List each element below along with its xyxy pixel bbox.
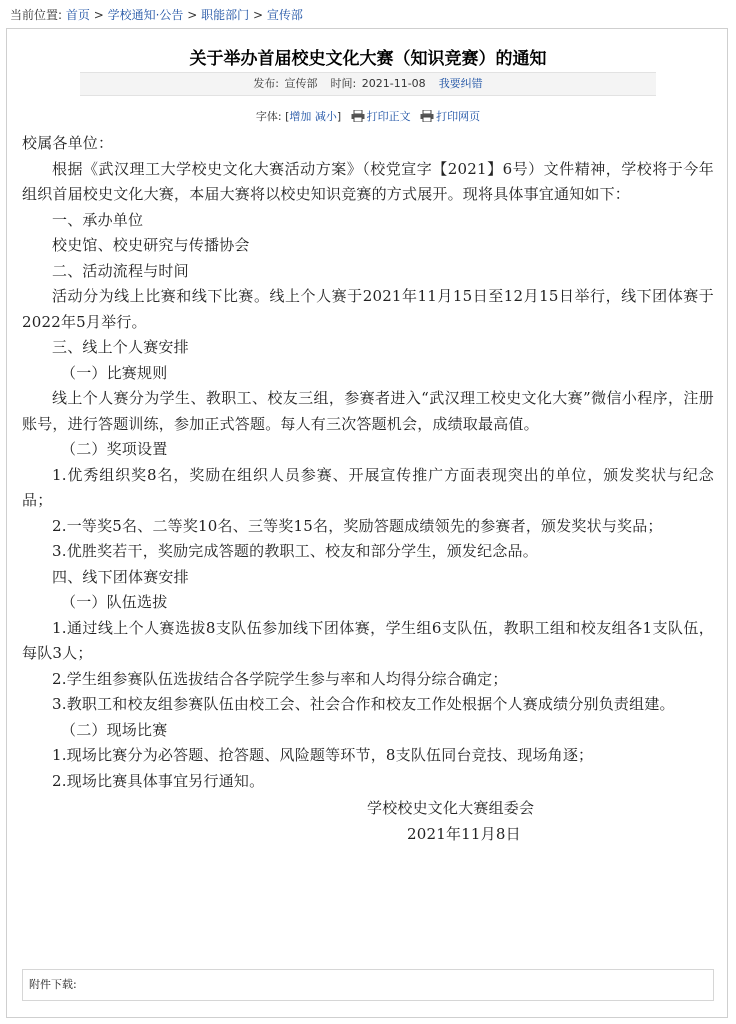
print-content-link[interactable]: 打印正文 [366,110,411,123]
breadcrumb-departments[interactable]: 职能部门 [201,8,250,22]
bracket-close: ] [336,110,342,123]
body-paragraph: 1.通过线上个人赛选拔8支队伍参加线下团体赛，学生组6支队伍，教职工组和校友组各1支队伍，每队3人； [22,618,714,662]
body-paragraph: 校史馆、校史研究与传播协会 [52,236,250,254]
publisher-label: 发布: [253,77,280,90]
printer-icon[interactable] [351,110,365,122]
time-value: 2021-11-08 [361,77,426,90]
section-heading: 二、活动流程与时间 [52,261,189,280]
print-page-link[interactable]: 打印网页 [436,110,481,123]
breadcrumb-notices[interactable]: 学校通知·公告 [107,8,184,22]
font-size-label: 字体: [255,110,282,123]
body-paragraph: 活动分为线上比赛和线下比赛。线上个人赛于2021年11月15日至12月15日举行，线下团体赛于2022年5月举行。 [22,287,714,331]
body-paragraph: 2.学生组参赛队伍选拔结合各学院学生参与率和人均得分综合确定； [52,669,508,688]
body-paragraph: 2.一等奖5名、二等奖10名、三等奖15名，奖励答题成绩领先的参赛者，颁发奖状与奖品； [52,516,663,535]
salutation: 校属各单位： [22,134,114,152]
attachment-box [22,969,714,1001]
article-meta-bar [80,72,656,96]
breadcrumb-publicity[interactable]: 宣传部 [266,8,303,22]
body-paragraph: 3.教职工和校友组参赛队伍由校工会、社会合作和校友工作处根据个人赛成绩分别负责组建。 [52,695,675,713]
subsection-heading: （二）奖项设置 [61,440,168,458]
section-heading: 四、线下团体赛安排 [52,567,189,586]
signature-block [22,796,714,847]
time-label: 时间: [330,77,357,90]
breadcrumb-separator: > [93,8,104,22]
bracket-open: [ [285,110,290,123]
publisher-value: 宣传部 [284,77,318,90]
body-paragraph: 3.优胜奖若干，奖励完成答题的教职工、校友和部分学生，颁发纪念品。 [52,542,538,560]
section-heading: 三、线上个人赛安排 [52,338,189,356]
article-title: 关于举办首届校史文化大赛（知识竞赛）的通知 [189,49,547,69]
body-paragraph: 线上个人赛分为学生、教职工、校友三组，参赛者进入“武汉理工校史文化大赛”微信小程序，注册账号，进行答题训练，参加正式答题。每人有三次答题机会，成绩取最高值。 [22,389,714,433]
body-paragraph: 2.现场比赛具体事宜另行通知。 [52,771,265,790]
article-body [22,131,714,847]
subsection-heading: （二）现场比赛 [61,720,168,739]
font-increase-link[interactable]: 增加 [289,110,312,123]
breadcrumb [10,6,303,23]
signature-date: 2021年11月8日 [407,824,521,843]
subsection-heading: （一）比赛规则 [61,363,168,382]
subsection-heading: （一）队伍选拔 [61,593,168,611]
section-heading: 一、承办单位 [52,210,144,229]
report-error-link[interactable]: 我要纠错 [438,77,483,90]
breadcrumb-home[interactable]: 首页 [65,8,90,22]
breadcrumb-separator: > [253,8,264,22]
printer-icon[interactable] [420,110,434,122]
signature-org: 学校校史文化大赛组委会 [367,799,535,817]
body-paragraph: 1.现场比赛分为必答题、抢答题、风险题等环节，8支队伍同台竞技、现场角逐； [52,746,594,764]
breadcrumb-separator: > [187,8,198,22]
body-paragraph: 根据《武汉理工大学校史文化大赛活动方案》（校党宣字【2021】6号）文件精神，学校将于今年组织首届校史文化大赛，本届大赛将以校史知识竞赛的方式展开。现将具体事宜通知如下： [22,159,714,203]
font-decrease-link[interactable]: 减小 [314,110,337,123]
breadcrumb-prefix: 当前位置: [10,8,63,22]
body-paragraph: 1.优秀组织奖8名，奖励在组织人员参赛、开展宣传推广方面表现突出的单位，颁发奖状与纪念品； [22,465,714,509]
attachment-label: 附件下载: [29,978,77,991]
article-tools [0,108,736,124]
